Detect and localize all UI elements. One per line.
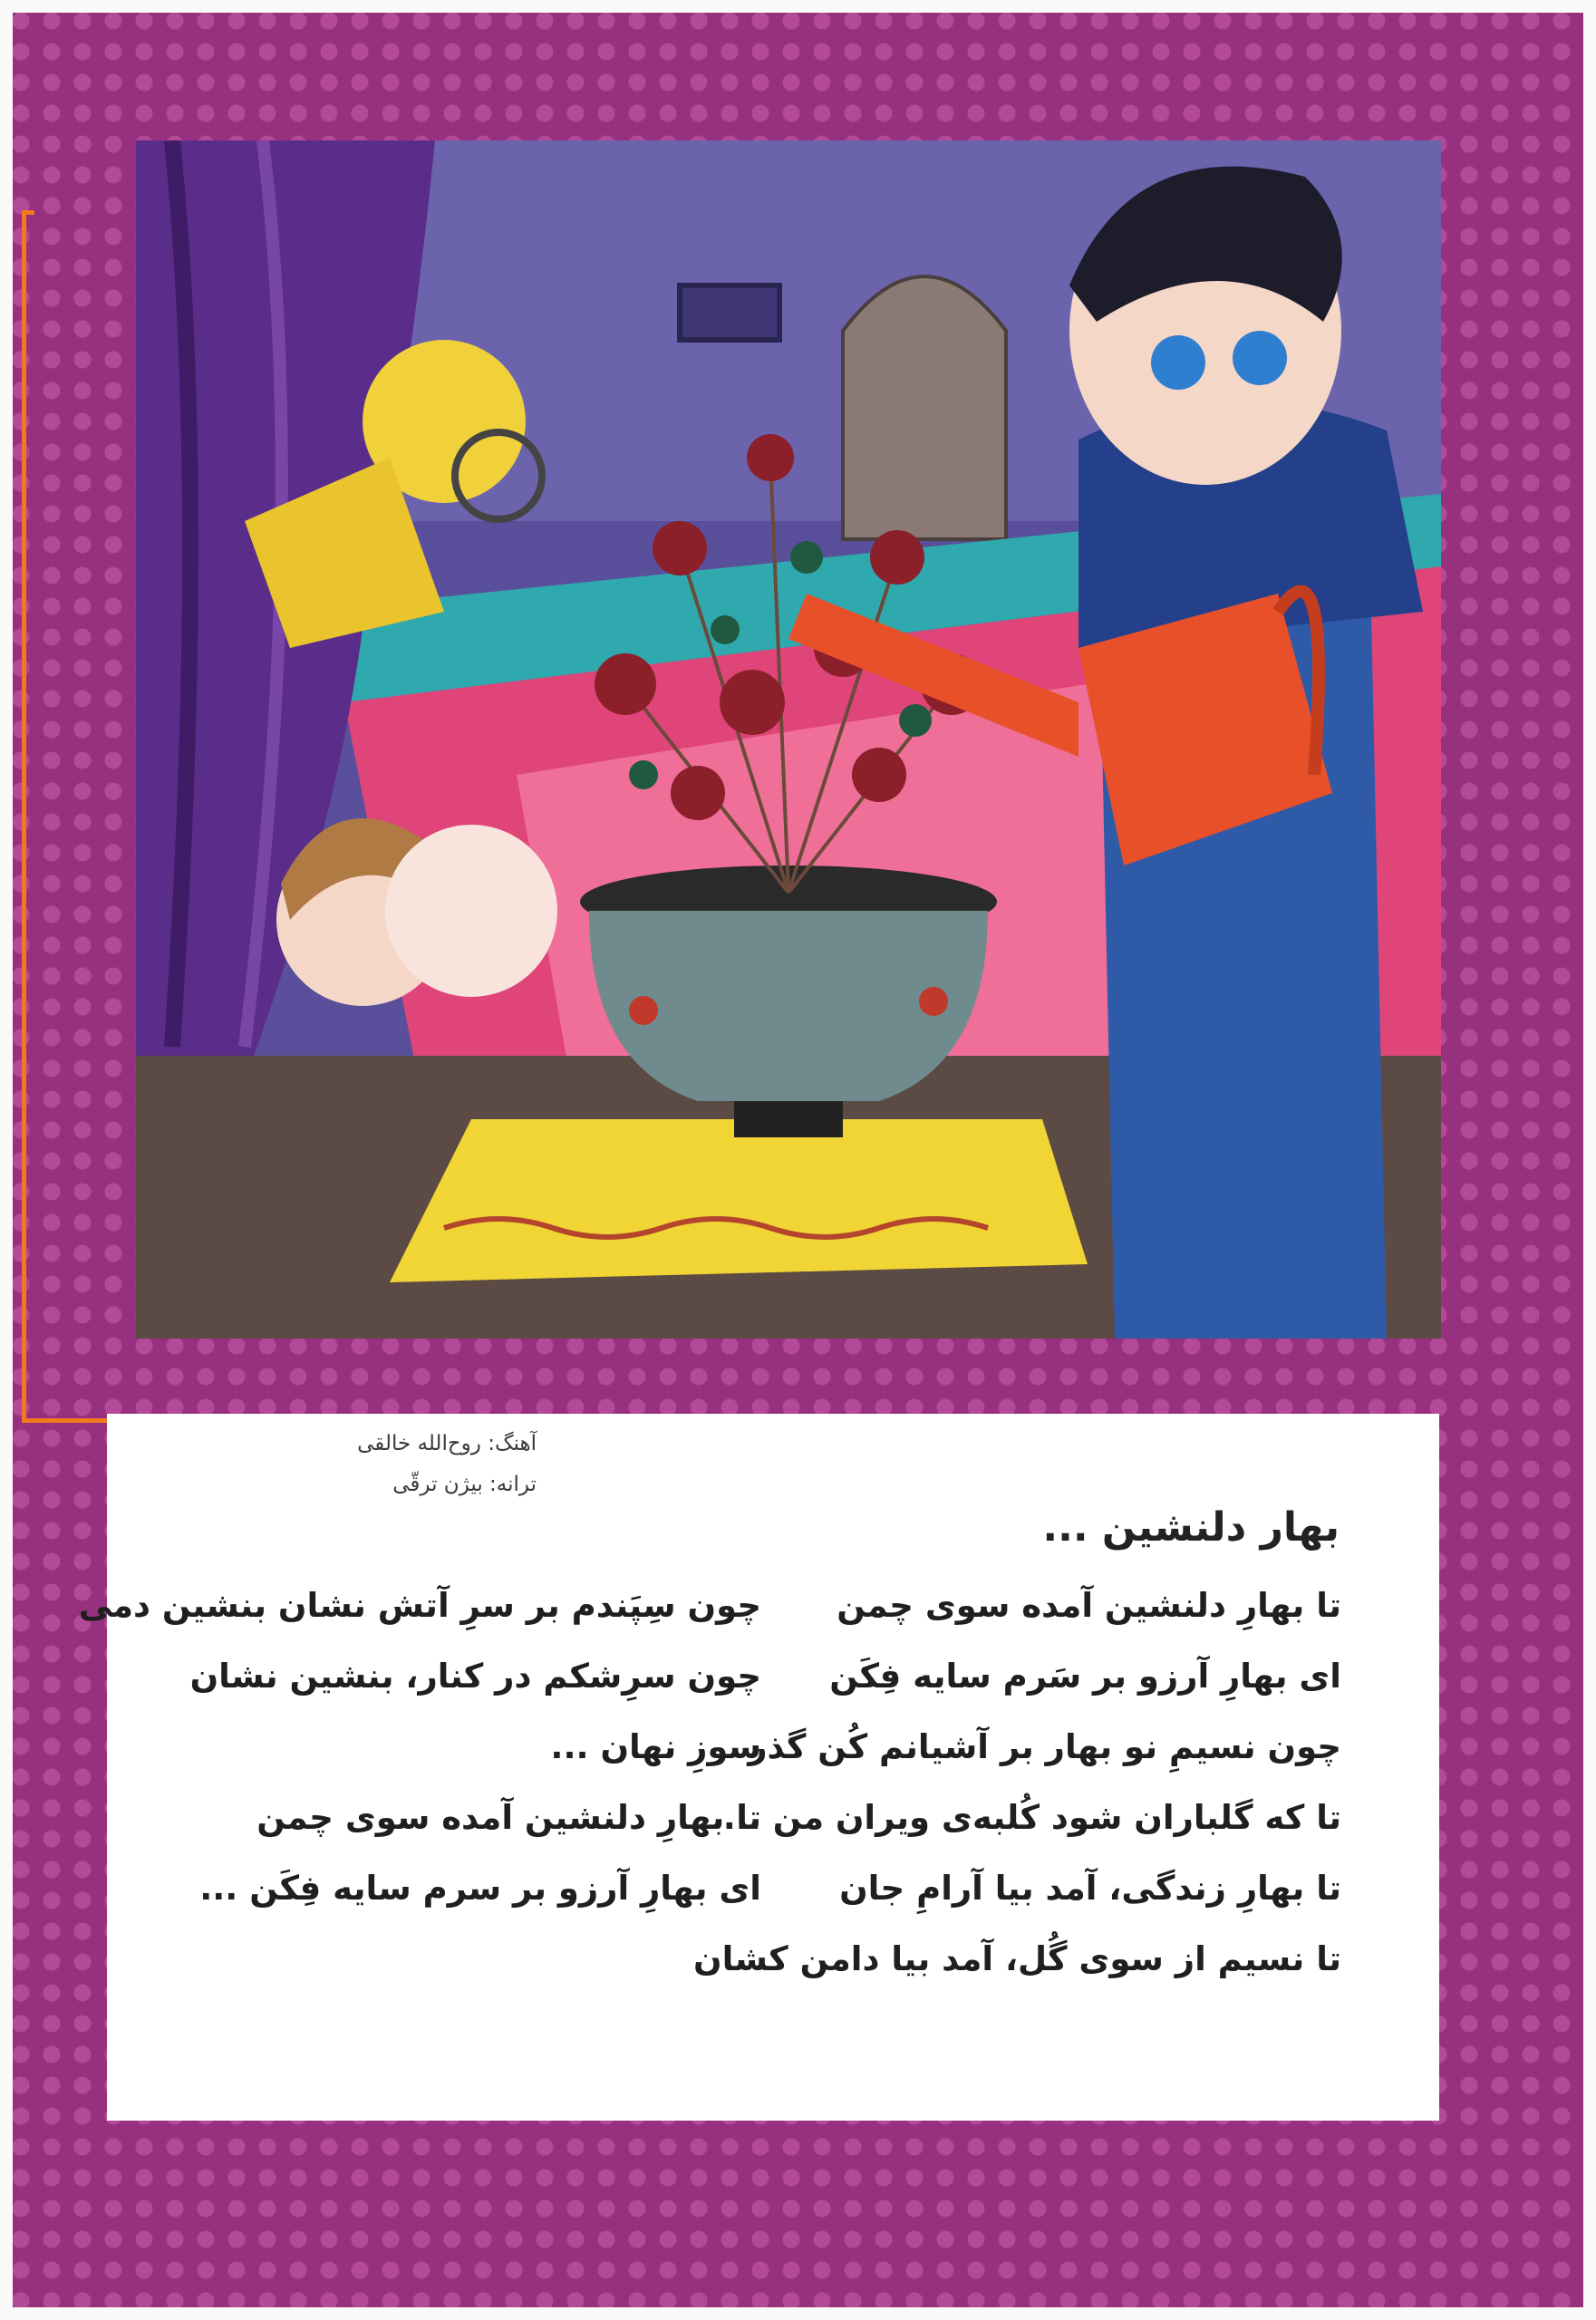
left-verse-line: چون سِپَندم بر سرِ آتش نشان بنشین دمی <box>78 1586 761 1625</box>
right-verse-line: تا نسیم از سوی گُل، آمد بیا دامن کشان <box>693 1939 1341 1978</box>
wall-picture <box>680 285 779 340</box>
song-title: بهار دلنشین ... <box>1042 1504 1340 1551</box>
right-verse-line: تا بهارِ دلنشین آمده سوی چمن <box>837 1586 1341 1625</box>
yellow-mat <box>390 1119 1088 1282</box>
right-verse-line: تا که گلباران شود کُلبه‌ی ویران من ... <box>722 1798 1341 1837</box>
left-verse-line: تا بهارِ دلنشین آمده سوی چمن <box>256 1798 761 1837</box>
left-verse-line: ای بهارِ آرزو بر سرم سایه فِکَن ... <box>199 1869 761 1908</box>
story-illustration <box>136 140 1441 1339</box>
right-verse-line: چون نسیمِ نو بهار بر آشیانم کُن گذر <box>748 1727 1341 1766</box>
illustration-svg <box>136 140 1441 1339</box>
door <box>843 276 1006 539</box>
right-verse-line: ای بهارِ آرزو بر سَرم سایه فِکَن <box>829 1657 1341 1696</box>
left-verse-line: چون سرِشکم در کنار، بنشین نشان <box>189 1657 761 1696</box>
lyrics-panel <box>78 1414 1439 2121</box>
child-face-right <box>385 825 557 997</box>
right-verse-line: تا بهارِ زندگی، آمد بیا آرامِ جان <box>839 1869 1341 1908</box>
composer-credit: آهنگ: روح‌الله خالقی <box>357 1432 537 1455</box>
orange-frame-tick <box>22 210 34 215</box>
vase-flower <box>919 987 948 1016</box>
lyricist-credit: ترانه: بیژن ترقّی <box>392 1473 537 1496</box>
left-verse-line: سوزِ نهان ... <box>550 1727 761 1766</box>
vase-base <box>734 1101 843 1137</box>
vase-flower <box>629 996 658 1025</box>
